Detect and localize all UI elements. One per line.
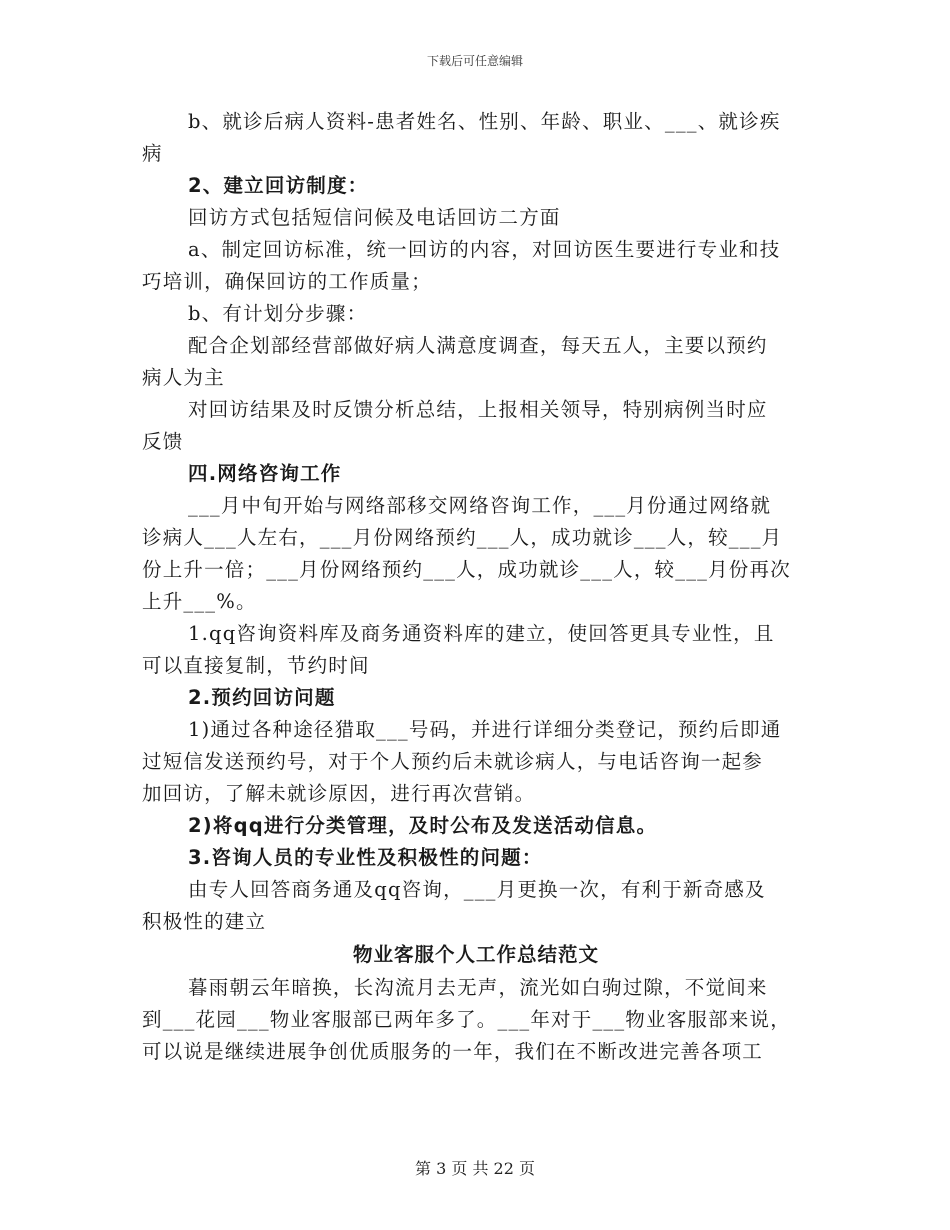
paragraph-line: 可以直接复制，节约时间 [142,654,370,677]
paragraph-line: 诊病人___人左右，___月份网络预约___人，成功就诊___人，较___月 [142,526,783,549]
paragraph-line: b、有计划分步骤： [188,302,368,325]
paragraph-line: 由专人回答商务通及qq咨询，___月更换一次，有利于新奇感及 [188,878,766,901]
paragraph-line: 加回访，了解未就诊原因，进行再次营销。 [142,782,536,805]
paragraph-line: a、制定回访标准，统一回访的内容，对回访医生要进行专业和技 [188,238,781,261]
paragraph-line: 巧培训，确保回访的工作质量； [142,270,432,293]
paragraph-line: 上升___%。 [142,590,257,613]
heading-line: 2.预约回访问题 [188,686,336,709]
page-footer-number: 第 3 页 共 22 页 [415,1159,535,1178]
paragraph-line: ___月中旬开始与网络部移交网络咨询工作，___月份通过网络就 [188,494,772,517]
paragraph-line: 反馈 [142,430,184,453]
paragraph-line: 配合企划部经营部做好病人满意度调查，每天五人，主要以预约 [188,334,768,357]
paragraph-line: 病 [142,142,163,165]
paragraph-line: b、就诊后病人资料-患者姓名、性别、年龄、职业、___、就诊疾 [188,110,781,133]
heading-line: 2)将qq进行分类管理，及时公布及发送活动信息。 [188,814,658,837]
paragraph-line: 可以说是继续进展争创优质服务的一年，我们在不断改进完善各项工 [142,1040,764,1063]
body-lines-block-1 [142,106,810,938]
section-title: 物业客服个人工作总结范文 [352,943,599,966]
page-header-note: 下载后可任意编辑 [426,54,523,68]
paragraph-line: 到___花园___物业客服部已两年多了。___年对于___物业客服部来说， [142,1008,791,1031]
paragraph-line: 对回访结果及时反馈分析总结，上报相关领导，特别病例当时应 [188,398,768,421]
heading-line: 四.网络咨询工作 [188,462,342,485]
body-lines-block-2 [142,972,810,1068]
paragraph-line: 回访方式包括短信问候及电话回访二方面 [188,206,561,229]
paragraph-line: 积极性的建立 [142,910,267,933]
heading-line: 3.咨询人员的专业性及积极性的问题： [188,846,543,869]
paragraph-line: 暮雨朝云年暗换，长沟流月去无声，流光如白驹过隙，不觉间来 [188,976,768,999]
paragraph-line: 病人为主 [142,366,225,389]
paragraph-line: 1.qq咨询资料库及商务通资料库的建立，使回答更具专业性，且 [188,622,775,645]
heading-line: 2、建立回访制度： [188,174,369,197]
paragraph-line: 1)通过各种途径猎取___号码，并进行详细分类登记，预约后即通 [188,718,782,741]
paragraph-line: 份上升一倍；___月份网络预约___人，成功就诊___人，较___月份再次 [142,558,791,581]
paragraph-line: 过短信发送预约号，对于个人预约后未就诊病人，与电话咨询一起参 [142,750,764,773]
document-body [142,106,810,1068]
